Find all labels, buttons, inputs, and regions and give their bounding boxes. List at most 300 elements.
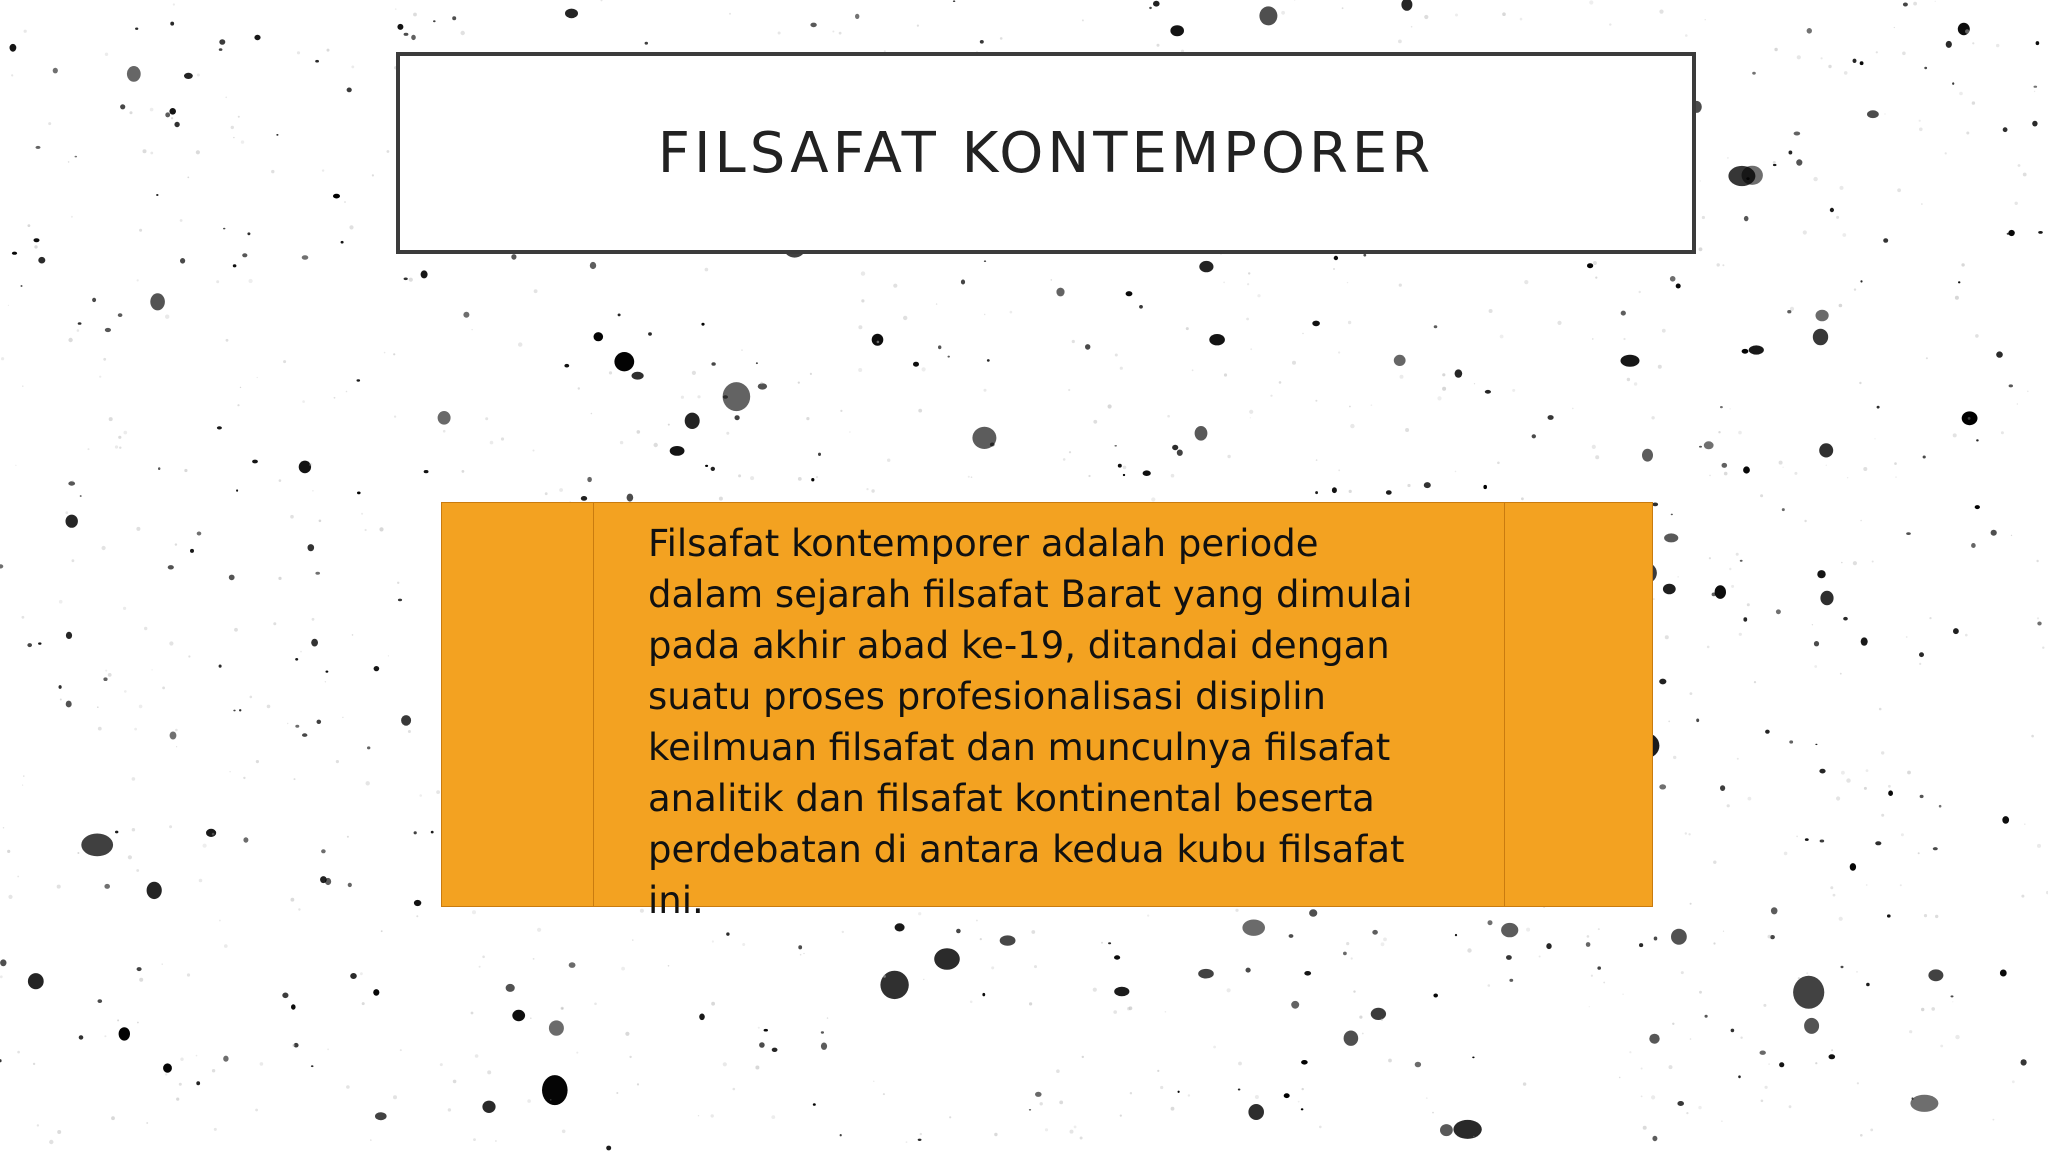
faint-speckle <box>187 177 189 179</box>
faint-speckle <box>562 1130 566 1134</box>
faint-speckle <box>346 1085 350 1089</box>
ink-speckle <box>174 122 179 127</box>
faint-speckle <box>473 1138 476 1141</box>
faint-speckle <box>1489 309 1493 313</box>
ink-speckle <box>1779 1062 1784 1067</box>
faint-speckle <box>1665 635 1669 639</box>
faint-speckle <box>1302 333 1303 334</box>
faint-speckle <box>1909 1030 1912 1033</box>
ink-speckle <box>1177 450 1183 456</box>
faint-speckle <box>1740 1037 1742 1039</box>
ink-speckle <box>705 465 708 467</box>
faint-speckle <box>462 470 465 473</box>
faint-speckle <box>1814 665 1817 668</box>
faint-speckle <box>1432 1112 1434 1114</box>
faint-speckle <box>393 1095 397 1099</box>
faint-speckle <box>883 975 886 978</box>
ink-speckle <box>66 701 72 708</box>
faint-speckle <box>1381 942 1385 946</box>
ink-speckle <box>347 88 352 93</box>
faint-speckle <box>1405 428 1409 432</box>
faint-speckle <box>2017 403 2018 404</box>
ink-speckle <box>1363 254 1366 257</box>
ink-speckle <box>1434 325 1438 328</box>
faint-speckle <box>179 1083 182 1086</box>
faint-speckle <box>1371 404 1373 406</box>
faint-speckle <box>1803 230 1807 234</box>
faint-speckle <box>1292 361 1296 365</box>
faint-speckle <box>1874 438 1875 439</box>
faint-speckle <box>1031 930 1035 934</box>
faint-speckle <box>849 431 851 433</box>
faint-speckle <box>360 972 363 975</box>
faint-speckle <box>1959 92 1963 96</box>
faint-speckle <box>1840 186 1844 190</box>
faint-speckle <box>1913 2 1917 6</box>
ink-speckle <box>1209 334 1225 345</box>
faint-speckle <box>1844 71 1848 75</box>
faint-speckle <box>1669 1065 1673 1069</box>
faint-speckle <box>738 474 741 477</box>
faint-speckle <box>2011 535 2012 536</box>
faint-speckle <box>290 515 294 519</box>
faint-speckle <box>1045 1128 1048 1131</box>
ink-speckle <box>1841 966 1844 968</box>
faint-speckle <box>698 1115 699 1116</box>
faint-speckle <box>216 280 219 283</box>
ink-speckle <box>315 572 320 575</box>
ink-speckle <box>92 298 96 302</box>
faint-speckle <box>1082 1056 1084 1058</box>
ink-speckle <box>1149 7 1152 9</box>
ink-speckle <box>219 665 222 668</box>
faint-speckle <box>1623 338 1625 340</box>
ink-speckle <box>1946 41 1952 48</box>
faint-speckle <box>1315 400 1317 402</box>
faint-speckle <box>59 600 63 604</box>
ink-speckle <box>1532 434 1536 438</box>
faint-speckle <box>1783 467 1784 468</box>
ink-speckle <box>424 470 429 473</box>
faint-speckle <box>800 954 802 956</box>
faint-speckle <box>1897 188 1901 192</box>
faint-speckle <box>1705 19 1706 20</box>
faint-speckle <box>1738 431 1742 435</box>
ink-speckle <box>813 1103 816 1106</box>
faint-speckle <box>1437 396 1441 400</box>
faint-speckle <box>124 431 128 435</box>
faint-speckle <box>1093 988 1097 992</box>
faint-speckle <box>798 382 800 384</box>
faint-speckle <box>1797 55 1801 59</box>
faint-speckle <box>1784 852 1788 856</box>
ink-speckle <box>1782 508 1785 511</box>
faint-speckle <box>1888 785 1891 788</box>
ink-speckle <box>0 1059 2 1062</box>
ink-speckle <box>1699 446 1702 448</box>
ink-speckle <box>103 677 107 681</box>
faint-speckle <box>1520 18 1523 21</box>
faint-speckle <box>416 915 418 917</box>
ink-speckle <box>581 496 587 501</box>
faint-speckle <box>302 400 305 403</box>
faint-speckle <box>2021 895 2024 898</box>
faint-speckle <box>1747 603 1750 606</box>
ink-speckle <box>2038 231 2043 234</box>
faint-speckle <box>1919 128 1923 132</box>
faint-speckle <box>1467 948 1471 952</box>
faint-speckle <box>1502 12 1506 16</box>
faint-speckle <box>188 655 190 657</box>
faint-speckle <box>1526 928 1530 932</box>
faint-speckle <box>1894 27 1895 28</box>
faint-speckle <box>1108 404 1112 408</box>
ink-speckle <box>1996 351 2003 357</box>
faint-speckle <box>971 476 973 478</box>
faint-speckle <box>842 931 844 933</box>
faint-speckle <box>139 705 143 709</box>
faint-speckle <box>1157 44 1160 47</box>
faint-speckle <box>1651 1095 1655 1099</box>
faint-speckle <box>342 717 343 718</box>
faint-speckle <box>1935 1 1936 2</box>
faint-speckle <box>601 0 603 1</box>
ink-speckle <box>1731 1029 1735 1033</box>
ink-speckle <box>1975 505 1980 509</box>
faint-speckle <box>758 1027 760 1029</box>
ink-speckle <box>1671 929 1687 945</box>
ink-speckle <box>759 1042 765 1048</box>
ink-speckle <box>1820 591 1833 606</box>
faint-speckle <box>226 339 229 342</box>
faint-speckle <box>1699 247 1703 251</box>
ink-speckle <box>1315 491 1318 494</box>
faint-speckle <box>1000 37 1003 40</box>
faint-speckle <box>1213 1046 1216 1049</box>
faint-speckle <box>1866 769 1869 772</box>
faint-speckle <box>68 338 72 342</box>
ink-speckle <box>1744 216 1749 221</box>
faint-speckle <box>278 577 281 580</box>
faint-speckle <box>219 920 221 922</box>
faint-speckle <box>1281 11 1285 15</box>
ink-speckle <box>1887 914 1891 917</box>
faint-speckle <box>1847 477 1848 478</box>
faint-speckle <box>384 352 386 354</box>
ink-speckle <box>1910 1095 1938 1112</box>
faint-speckle <box>984 314 985 315</box>
ink-speckle <box>1813 329 1828 346</box>
faint-speckle <box>681 396 684 399</box>
faint-speckle <box>137 279 139 281</box>
faint-speckle <box>287 723 288 724</box>
ink-speckle <box>431 831 434 834</box>
faint-speckle <box>1319 1126 1322 1129</box>
faint-speckle <box>260 1062 264 1066</box>
ink-speckle <box>1866 983 1870 987</box>
ink-speckle <box>1472 1057 1474 1059</box>
faint-speckle <box>1924 914 1927 917</box>
ink-speckle <box>165 112 170 117</box>
faint-speckle <box>1120 367 1123 370</box>
faint-speckle <box>559 488 563 492</box>
faint-speckle <box>28 224 31 227</box>
ink-speckle <box>325 878 331 885</box>
ink-speckle <box>1877 406 1880 409</box>
ink-speckle <box>1776 609 1781 614</box>
ink-speckle <box>12 252 17 255</box>
faint-speckle <box>1754 681 1756 683</box>
ink-speckle <box>1789 151 1793 155</box>
ink-speckle <box>1114 955 1120 959</box>
faint-speckle <box>1768 935 1772 939</box>
faint-speckle <box>1160 1086 1163 1089</box>
faint-speckle <box>370 1139 372 1141</box>
faint-speckle <box>858 325 862 329</box>
ink-speckle <box>219 39 225 45</box>
ink-speckle <box>311 639 318 647</box>
ink-speckle <box>219 48 223 51</box>
faint-speckle <box>1302 1088 1304 1090</box>
faint-speckle <box>495 1140 497 1142</box>
faint-speckle <box>176 746 177 747</box>
faint-speckle <box>105 670 107 672</box>
faint-speckle <box>472 329 473 330</box>
faint-speckle <box>534 289 538 293</box>
ink-speckle <box>1883 238 1888 243</box>
ink-speckle <box>1453 1120 1481 1139</box>
ink-speckle <box>2021 1059 2027 1065</box>
ink-speckle <box>938 345 941 349</box>
faint-speckle <box>71 216 73 218</box>
ink-speckle <box>120 104 125 109</box>
ink-speckle <box>880 971 908 999</box>
ink-speckle <box>2034 86 2038 88</box>
faint-speckle <box>1383 938 1387 942</box>
faint-speckle <box>180 1058 183 1061</box>
faint-speckle <box>419 794 422 797</box>
faint-speckle <box>146 1122 148 1124</box>
ink-speckle <box>1114 987 1129 997</box>
faint-speckle <box>621 967 625 971</box>
faint-speckle <box>57 885 61 889</box>
ink-speckle <box>711 467 715 471</box>
ink-speckle <box>217 426 222 429</box>
faint-speckle <box>1473 1136 1474 1137</box>
ink-speckle <box>302 733 307 737</box>
faint-speckle <box>871 489 874 492</box>
faint-speckle <box>873 1081 874 1082</box>
faint-speckle <box>173 3 175 5</box>
faint-speckle <box>1906 636 1908 638</box>
faint-speckle <box>970 1001 973 1004</box>
ink-speckle <box>190 549 194 553</box>
faint-speckle <box>1113 1010 1117 1014</box>
faint-speckle <box>1831 1049 1833 1051</box>
faint-speckle <box>175 543 177 545</box>
ink-speckle <box>1153 1 1160 7</box>
faint-speckle <box>184 469 187 472</box>
faint-speckle <box>482 956 485 959</box>
faint-speckle <box>1993 1119 1995 1121</box>
faint-speckle <box>388 655 389 656</box>
faint-speckle <box>99 376 101 378</box>
faint-speckle <box>1333 268 1335 270</box>
ink-speckle <box>506 984 515 992</box>
ink-speckle <box>1816 310 1829 322</box>
ink-speckle <box>276 134 278 136</box>
faint-speckle <box>229 771 230 772</box>
faint-speckle <box>291 898 295 902</box>
ink-speckle <box>38 257 45 264</box>
faint-speckle <box>609 371 612 374</box>
faint-speckle <box>1338 351 1340 353</box>
faint-speckle <box>240 387 241 388</box>
ink-speckle <box>758 383 767 389</box>
faint-speckle <box>1342 7 1344 9</box>
ink-speckle <box>21 285 23 287</box>
faint-speckle <box>1051 279 1053 281</box>
faint-speckle <box>750 476 754 480</box>
faint-speckle <box>1921 1008 1924 1011</box>
faint-speckle <box>1926 357 1928 359</box>
faint-speckle <box>1167 415 1170 418</box>
ink-speckle <box>2032 121 2037 127</box>
faint-speckle <box>22 616 25 619</box>
faint-speckle <box>250 696 253 699</box>
faint-speckle <box>533 958 535 960</box>
faint-speckle <box>984 389 987 392</box>
faint-speckle <box>726 432 729 435</box>
ink-speckle <box>196 1081 200 1085</box>
ink-speckle <box>1178 1091 1180 1093</box>
ink-speckle <box>670 446 685 456</box>
faint-speckle <box>1082 19 1084 21</box>
ink-speckle <box>223 1056 228 1062</box>
faint-speckle <box>1935 915 1938 918</box>
faint-speckle <box>1351 957 1353 959</box>
ink-speckle <box>321 849 326 853</box>
faint-speckle <box>352 634 354 636</box>
faint-speckle <box>300 651 302 653</box>
faint-speckle <box>1069 451 1071 453</box>
faint-speckle <box>1474 383 1475 384</box>
faint-speckle <box>1093 420 1097 424</box>
faint-speckle <box>1557 321 1561 325</box>
ink-speckle <box>81 834 113 857</box>
faint-speckle <box>1353 990 1355 992</box>
faint-speckle <box>1619 1077 1621 1079</box>
ink-speckle <box>811 478 814 481</box>
ink-speckle <box>411 35 416 40</box>
faint-speckle <box>1841 771 1845 775</box>
faint-speckle <box>1840 673 1842 675</box>
ink-speckle <box>254 35 260 40</box>
ink-speckle <box>78 322 82 325</box>
ink-speckle <box>66 515 78 528</box>
faint-speckle <box>8 305 9 306</box>
ink-speckle <box>818 453 821 456</box>
faint-speckle <box>224 944 228 948</box>
faint-speckle <box>1685 832 1687 834</box>
faint-speckle <box>1953 433 1957 437</box>
faint-speckle <box>1249 410 1253 414</box>
ink-speckle <box>299 461 311 474</box>
faint-speckle <box>103 358 106 361</box>
faint-speckle <box>22 785 23 786</box>
faint-speckle <box>1761 1100 1764 1103</box>
faint-speckle <box>3 827 4 828</box>
faint-speckle <box>923 979 924 980</box>
faint-speckle <box>1789 1105 1792 1108</box>
faint-speckle <box>327 49 330 52</box>
faint-speckle <box>1730 408 1731 409</box>
ink-speckle <box>1720 406 1723 408</box>
faint-speckle <box>1248 272 1250 274</box>
faint-speckle <box>1798 977 1800 979</box>
faint-speckle <box>1347 282 1348 283</box>
ink-speckle <box>1860 280 1862 282</box>
ink-speckle <box>38 642 41 644</box>
ink-speckle <box>701 323 704 326</box>
faint-speckle <box>0 975 3 978</box>
ink-speckle <box>206 829 216 837</box>
ink-speckle <box>295 725 299 728</box>
faint-speckle <box>165 315 169 319</box>
ink-speckle <box>645 42 648 45</box>
faint-speckle <box>237 404 239 406</box>
faint-speckle <box>1279 381 1282 384</box>
faint-speckle <box>1257 294 1260 297</box>
faint-speckle <box>591 413 593 415</box>
faint-speckle <box>117 1019 119 1021</box>
faint-speckle <box>1846 778 1850 782</box>
faint-speckle <box>381 930 383 932</box>
ink-speckle <box>1455 369 1463 377</box>
faint-speckle <box>169 825 172 828</box>
faint-speckle <box>1572 408 1574 410</box>
faint-speckle <box>1866 884 1868 886</box>
faint-speckle <box>1727 157 1729 159</box>
body-paragraph: Filsafat kontemporer adalah periode dalam sejarah filsafat Barat yang dimulai pada akhir abad ke-19, ditandai dengan suatu proses profesionalisasi disiplin keilmuan filsafat dan munculnya filsafat analitik dan filsafat kontinental beserta perdebatan di antara kedua kubu filsafat ini. <box>648 522 1413 922</box>
faint-speckle <box>199 879 203 883</box>
faint-speckle <box>169 641 173 645</box>
ink-speckle <box>1906 532 1911 535</box>
faint-speckle <box>1870 1129 1873 1132</box>
faint-speckle <box>1901 833 1904 836</box>
ink-speckle <box>1738 1075 1741 1078</box>
ink-speckle <box>594 332 604 341</box>
faint-speckle <box>1945 152 1947 154</box>
ink-speckle <box>2009 384 2013 387</box>
ink-speckle <box>1720 785 1725 791</box>
faint-speckle <box>1884 113 1885 114</box>
ink-speckle <box>1546 943 1551 949</box>
faint-speckle <box>1723 931 1724 932</box>
ink-speckle <box>1939 805 1942 808</box>
faint-speckle <box>1641 1068 1643 1070</box>
faint-speckle <box>387 150 390 153</box>
ink-speckle <box>618 314 621 317</box>
ink-speckle <box>1301 1108 1304 1110</box>
faint-speckle <box>1070 1130 1074 1134</box>
ink-speckle <box>1663 584 1676 595</box>
faint-speckle <box>949 1116 951 1118</box>
ink-speckle <box>2036 41 2040 45</box>
faint-speckle <box>1673 756 1676 759</box>
ink-speckle <box>1035 1092 1042 1097</box>
ink-speckle <box>1488 920 1493 925</box>
